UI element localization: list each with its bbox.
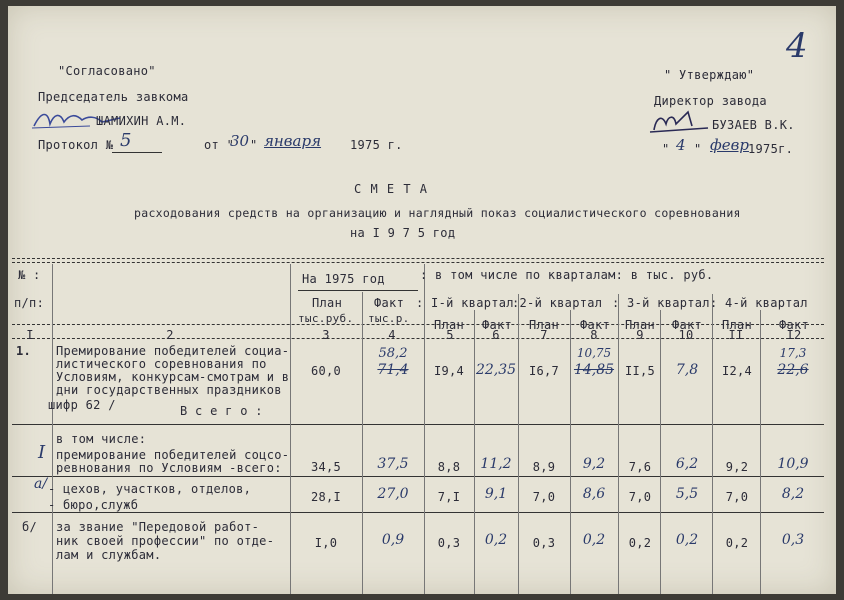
protocol-underline [112,152,162,153]
document-page [8,6,836,594]
row3-divider [12,512,824,513]
row3-q1-fact: 9,1 [484,486,508,502]
page-number: 4 [786,26,808,66]
sub-header: Факт [481,318,513,332]
sub-header: Факт [671,318,703,332]
header-q2: :2-й квартал [512,296,603,310]
column-number-divider [12,338,824,339]
row2-text-line: ревнования по Условиям -всего: [56,461,282,475]
protocol-label: Протокол № [38,138,114,152]
right-signatory: БУЗАЕВ В.К. [712,118,795,132]
row-including-label: в том числе: [56,432,147,446]
col-line [660,310,661,594]
row2-q1-fact: 11,2 [480,456,512,472]
row3-plan: 28,I [310,490,342,504]
table-top-line [12,258,824,259]
row1-total-label: В с е г о : [180,404,263,418]
header-year: На 1975 год [302,272,385,286]
approved-label: " Утверждаю" [664,68,755,82]
row2-plan: 34,5 [310,460,342,474]
row1-q4-fact-original: 22,6 [777,362,809,378]
row3-q4-plan: 7,0 [725,490,749,504]
col-number: 7 [540,328,548,342]
row3-number: а/ [34,476,48,492]
col-number: 8 [590,328,598,342]
right-date-month: февр [710,136,749,154]
row1-text-line: шифр 62 / [48,398,116,412]
row4-number: б/ [22,520,38,534]
row2-text-line: премирование победителей соцсо- [56,448,290,462]
col-line [474,310,475,594]
header-q1: : I-й квартал [416,296,514,310]
row3-fact: 27,0 [377,486,409,502]
row2-q4-fact: 10,9 [777,456,809,472]
row1-fact-corrected: 58,2 [378,346,408,361]
col-line [518,294,519,594]
row1-q3-plan: II,5 [624,364,656,378]
row1-q4-plan: I2,4 [721,364,753,378]
col-line [290,264,291,594]
row3-q2-plan: 7,0 [532,490,556,504]
col-number: I [26,328,34,342]
row4-q2-fact: 0,2 [582,532,606,548]
row3-text-line: - цехов, участков, отделов, [48,482,252,496]
col-number: 10 [678,328,694,342]
col-number: II [728,328,744,342]
left-position: Председатель завкома [38,90,189,104]
row1-fact-original: 71,4 [377,362,409,378]
title-line-2: на I 9 7 5 год [350,226,456,240]
col-line [712,294,713,594]
row3-q4-fact: 8,2 [781,486,805,502]
right-position: Директор завода [654,94,767,108]
row1-text-line: листического соревнования по [56,357,267,371]
row2-q4-plan: 9,2 [725,460,749,474]
left-date-day: 30 [230,132,250,150]
col-line [362,292,363,594]
date-prefix: от " [204,138,235,152]
row1-text-line: Премирование победителей социа- [56,344,290,358]
col-number: 2 [166,328,174,342]
sub-header: План [721,318,753,332]
row4-text-line: за звание "Передовой работ- [56,520,260,534]
row1-q4-fact-corrected: 17,3 [779,346,807,360]
col-number: 9 [636,328,644,342]
sub-header: План [433,318,465,332]
row3-q3-plan: 7,0 [628,490,652,504]
year-underline [298,290,418,291]
row1-q2-fact-original: 14,85 [573,362,615,378]
sub-header: План [624,318,656,332]
row4-text-line: лам и службам. [56,548,162,562]
row1-q1-plan: I9,4 [433,364,465,378]
agreed-label: "Согласовано" [58,64,156,78]
col-number: 4 [388,328,396,342]
protocol-number: 5 [120,130,132,151]
header-quarters: : в том числе по кварталам: в тыс. руб. [420,268,714,282]
row3-text-line: - бюро,служб [48,498,139,512]
sub-header: План [528,318,560,332]
row1-q3-fact: 7,8 [675,362,699,378]
row2-fact: 37,5 [377,456,409,472]
document-title: С М Е Т А [354,182,429,196]
row4-text-line: ник своей профессии" по отде- [56,534,275,548]
row4-q1-plan: 0,3 [437,536,461,550]
row4-q2-plan: 0,3 [532,536,556,550]
sub-header: Факт [778,318,810,332]
header-unit-plan: тыс.руб. [298,312,354,325]
row2-q2-plan: 8,9 [532,460,556,474]
col-number: I2 [786,328,802,342]
row1-text-line: Условиям, конкурсам-смотрам и в [56,370,290,384]
table-top-line-2 [12,262,824,263]
header-fact: Факт [374,296,405,310]
row4-fact: 0,9 [381,532,405,548]
row3-q3-fact: 5,5 [675,486,699,502]
col-number: 3 [322,328,330,342]
left-date-month: января [264,132,322,150]
col-line [760,310,761,594]
left-date-year: 1975 г. [350,138,403,152]
col-line [52,264,53,594]
row2-q2-fact: 9,2 [582,456,606,472]
row1-text-line: дни государственных праздников [56,383,282,397]
row4-q3-fact: 0,2 [675,532,699,548]
header-q4: : 4-й квартал [710,296,808,310]
row4-q3-plan: 0,2 [628,536,652,550]
header-plan: План [312,296,343,310]
right-signature-icon [648,104,718,138]
title-line-1: расходования средств на организацию и наглядный показ социалистического соревнования [134,206,741,220]
col-number: 6 [492,328,500,342]
row3-q2-fact: 8,6 [582,486,606,502]
col-number: 5 [446,328,454,342]
row4-q4-plan: 0,2 [725,536,749,550]
left-signatory: ШАМИХИН А.М. [96,114,187,128]
header-number: № : [18,268,41,282]
right-date-day: 4 [676,136,686,154]
row2-q1-plan: 8,8 [437,460,461,474]
row1-plan: 60,0 [310,364,342,378]
col-line [618,294,619,594]
row1-q2-fact-corrected: 10,75 [576,346,612,360]
row1-q1-fact: 22,35 [475,362,517,378]
row1-number: 1. [16,344,32,358]
header-unit-fact: тыс.р. [368,312,410,325]
row1-q2-plan: I6,7 [528,364,560,378]
row2-divider [12,476,824,477]
row2-number: I [38,442,46,463]
row3-q1-plan: 7,I [437,490,461,504]
row2-q3-plan: 7,6 [628,460,652,474]
right-date-q2: " [694,142,702,156]
header-pp: п/п: [14,296,45,310]
row1-divider [12,424,824,425]
col-line [424,264,425,594]
row4-q1-fact: 0,2 [484,532,508,548]
row4-plan: I,0 [314,536,338,550]
sub-header: Факт [579,318,611,332]
row2-q3-fact: 6,2 [675,456,699,472]
right-date-year: 1975г. [748,142,794,156]
right-date-q1: " [662,142,670,156]
header-q3: : 3-й квартал [612,296,710,310]
row4-q4-fact: 0,3 [781,532,805,548]
date-mid: " [250,138,258,152]
